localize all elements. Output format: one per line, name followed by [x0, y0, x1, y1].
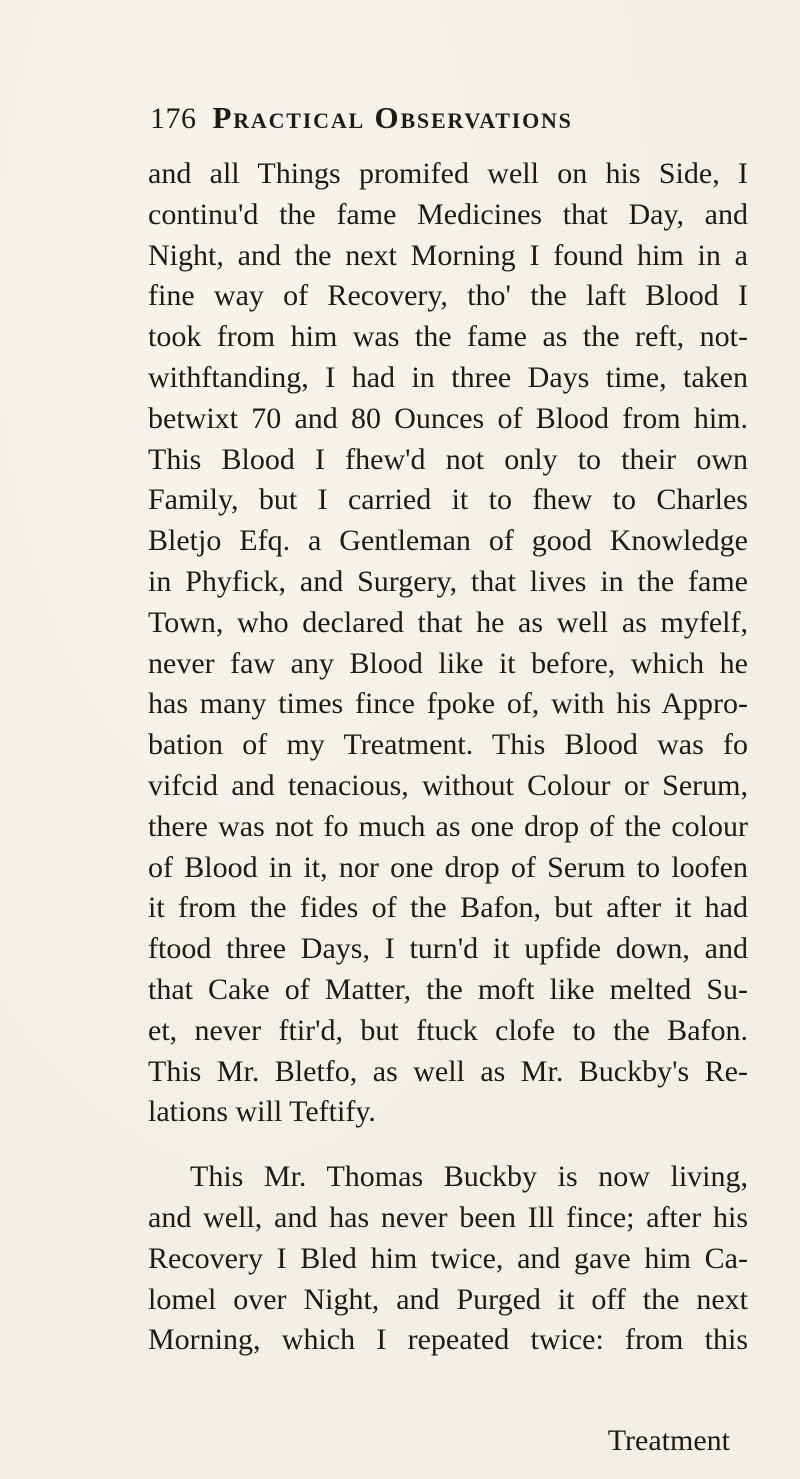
text-line: Town, who declared that he as well as myfelf, — [148, 605, 748, 639]
text-line: in Phyfick, and Surgery, that lives in the fame — [148, 564, 748, 598]
text-line: This Mr. Thomas Buckby is now living, — [190, 1160, 748, 1194]
text-line: Recovery I Bled him twice, and gave him Ca- — [148, 1241, 748, 1275]
text-line: never faw any Blood like it before, which he — [148, 646, 748, 680]
text-line: took from him was the fame as the reft, not- — [148, 320, 748, 354]
text-line: and all Things promifed well on his Side, I — [148, 157, 748, 190]
text-line: fine way of Recovery, tho' the laft Blood I — [148, 279, 748, 313]
text-line: it from the fides of the Bafon, but after it had — [148, 891, 748, 925]
paragraph — [148, 154, 748, 1133]
text-line: continu'd the fame Medicines that Day, and — [148, 197, 748, 231]
text-line: there was not fo much as one drop of the colour — [148, 809, 748, 843]
body-text — [148, 154, 748, 1361]
text-line: et, never ftir'd, but ftuck clofe to the Bafon. — [148, 1013, 748, 1047]
text-line: lomel over Night, and Purged it off the next — [148, 1282, 748, 1316]
text-line: of Blood in it, nor one drop of Serum to loofen — [148, 850, 748, 884]
text-line: lations will Teftify. — [148, 1095, 376, 1129]
text-line: Morning, which I repeated twice: from this — [148, 1323, 748, 1357]
text-line: bation of my Treatment. This Blood was fo — [148, 728, 748, 762]
paragraph — [148, 1157, 748, 1361]
text-line: vifcid and tenacious, without Colour or Serum, — [148, 768, 748, 802]
paragraph-gap — [148, 1133, 748, 1157]
page-header — [150, 100, 710, 144]
text-line: has many times fince fpoke of, with his Appro- — [148, 687, 748, 721]
catchword: Treatment — [607, 1424, 730, 1457]
running-head: Practical Observations — [212, 100, 573, 135]
text-line: Family, but I carried it to fhew to Charles — [148, 483, 748, 517]
text-line: ftood three Days, I turn'd it upfide down, and — [148, 932, 748, 966]
text-line: Bletjo Efq. a Gentleman of good Knowledge — [148, 524, 748, 558]
text-line: betwixt 70 and 80 Ounces of Blood from him. — [148, 401, 748, 435]
text-line: withftanding, I had in three Days time, taken — [148, 360, 748, 394]
text-line: This Mr. Bletfo, as well as Mr. Buckby's Re- — [148, 1054, 748, 1088]
text-line: Night, and the next Morning I found him in a — [148, 238, 748, 272]
page-number: 176 — [150, 102, 197, 135]
text-line: This Blood I fhew'd not only to their own — [148, 442, 748, 476]
text-line: and well, and has never been Ill fince; after his — [148, 1200, 748, 1234]
text-line: that Cake of Matter, the moft like melted Su- — [148, 972, 748, 1006]
